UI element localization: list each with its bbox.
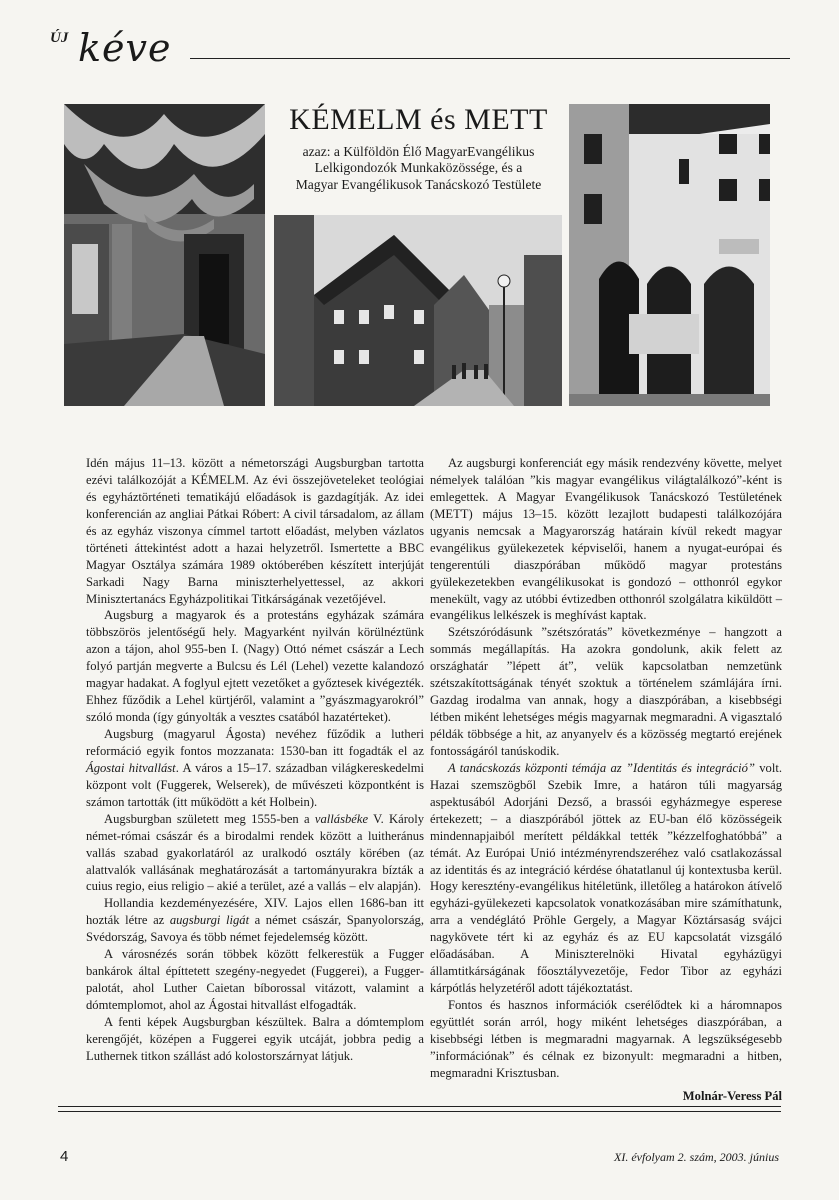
footer-rule: [58, 1106, 781, 1112]
article-column-left: [86, 455, 424, 1065]
subtitle-line: azaz: a Külföldön Élő MagyarEvangélikus: [302, 143, 535, 159]
article-column-right: [430, 455, 782, 1105]
paragraph: Idén május 11–13. között a németországi Augsburgban tartotta ezévi találkozóját a KÉMELM. Az évi összejöveteleket teológiai és egyháztörténeti tematikájú előadások is gazdagítják. Az idei konferencián az angliai Pátkai Róbert: A civil társadalom, az állam és az egyház viszonya címmel tartott előadást, melyben vázlatos történeti áttekintést adott a hazai helyzetről. Ismertette a BBC Magyar Osztálya számára 1989 októberében készített interjúját Sarkadi Nagy Barna miniszterhelyettessel, az akkori Minisztertanács Egyházpolitikai Titkárságának vezetőjével.: [86, 456, 424, 606]
paragraph: A városnézés során többek között felkerestük a Fugger bankárok által építtetett szegény-negyedet (Fuggerei), a Fugger-palotát, ahol Luther Caietan bíborossal vitázott, valamint a dómtemplomot, ahol az Ágostai hitvallást elfogadták.: [86, 947, 424, 1012]
subtitle-line: Magyar Evangélikusok Tanácskozó Testülete: [295, 177, 542, 193]
author-byline: Molnár-Veress Pál: [682, 1088, 782, 1103]
article-title: KÉMELM és METT: [289, 103, 548, 136]
issue-info: XI. évfolyam 2. szám, 2003. június: [614, 1150, 779, 1164]
subtitle-line: Lelkigondozók Munkaközössége, és a: [314, 160, 523, 176]
emphasis: augsburgi ligát: [169, 913, 250, 928]
page-number: 4: [60, 1148, 69, 1165]
emphasis: vallásbéke: [314, 811, 369, 826]
paragraph: Augsburg a magyarok és a protestáns egyházak számára többszörös jelentőségű hely. Magyarként nyilván körülnéztünk azon a tájon, ahol 955-ben I. (Nagy) Ottó német császár a Lech folyó partján megverte a Bulcsu és Lél (Lehel) vezette kalandozó magyar hadakat. A foglyul ejtett vezetőket a győztesek kivégezték. Ehhez fűződik a Lehel kürtjéről, valamint a ”gyászmagyarokról” szóló monda (így gúnyolták a vesztes csatából hazatérteket).: [86, 608, 424, 725]
paragraph: Fontos és hasznos információk cserélődtek ki a háromnapos együttlét során arról, hogy miként lehetséges diaszpórában, a kisebbségi létben is megmaradni magyarnak. A legszükségesebb ”információnak” és célnak ez bizonyult: megmaradni a hitben, megmaradni Krisztusban.: [430, 998, 782, 1080]
article-subtitle: [275, 144, 562, 195]
emphasis: Ágostai hitvallást: [86, 760, 176, 775]
photo-cloister: [64, 104, 265, 406]
photo-courtyard: [569, 104, 770, 406]
paragraph: [430, 760, 782, 997]
article-header: [275, 104, 562, 194]
paragraph: Az augsburgi konferenciát egy másik rendezvény követte, melyet némelyek találóan ”kis magyar evangélikus világtalálkozó”-ként is emlegettek. A Magyar Evangélikusok Tanácskozó Testületének (METT) május 13–15. között lezajlott budapesti találkozójára ugyanis nemcsak a Magyarország határain kívül rekedt magyar evangélikus gyülekezetek képviselői, hanem a nyugat-európai és tengerentúli diaszpórában működő magyar protestáns gyülekezetekben evangélikusokat is gondozó – otthonról egykor menekült, vagy az utóbbi évtizedben otthonról szolgálatra kiküldött – evangélikus lelkészek is meghívást kaptak.: [430, 456, 782, 623]
masthead: [50, 22, 790, 70]
text-run: Hollandia kezdeményezésére, XIV. Lajos ellen 1686-ban itt hozták létre az: [86, 896, 424, 928]
paragraph: [86, 895, 424, 946]
text-run: Augsburgban született meg 1555-ben a: [104, 811, 315, 826]
masthead-logo: kéve: [78, 26, 172, 70]
text-run: a német császár, Spanyolország, Svédország, Savoya és több német fejedelemség között.: [86, 913, 424, 945]
paragraph: A fenti képek Augsburgban készültek. Balra a dómtemplom kerengőjét, középen a Fuggerei egyik utcáját, jobbra pedig a Luthernek titkon szállást adó kolostorszárnyat látjuk.: [86, 1014, 424, 1063]
text-run: volt. Hazai szemszögből Szebik Imre, a határon túli magyarság aspektusából Adorjáni Dezső, a brassói egyházmegye esperese értekezett; – a diaszpórából jöttek az EU-ban élő közösségeik mindennapjaiból merített példákkal tették ”kézzelfoghatóbbá” a témát. Az Európai Unió intézményrendszeréhez való csatlakozással az identitás és az integráció kérdése óhatatlanul új kontextusba kerül. Hogy keresztény-evangélikus hitéletünk, illetőleg a határokon átívelő egyházi-gyülekezeti kapcsolatok vonatkozásában mire számíthatunk, arra a vendéglátó Pröhle Gergely, a Magyar Köztársaság svájci nagykövete tért ki az egyház és az EU kapcsolatát vizsgáló előadásában. A Miniszterelnöki Hivatal egyházügyi államtitkárságának főosztályvezetője, Fedor Tibor az egyházi kárpótlás helyzetéről adott tájékoztatást.: [430, 760, 782, 996]
paragraph: Szétszóródásunk ”szétszóratás” következménye – hangzott a sommás megállapítás. Ha azokra gondolunk, akik felett az országhatár ”lépett át”, velük kapcsolatban nemzetünk szétszakítottságának tényét szoktuk a történelem számlájára írni. Gazdag irodalma van annak, hogy a diaszpórában, a kisebbségi létben miként lehetséges mégis magyarnak megmaradni. A vigasztaló példák többsége a hit, az anyanyelv és a közösség megtartó erejének fontosságáról tanúskodik.: [430, 625, 782, 758]
text-run: . A város a 15–17. században világkereskedelmi központ volt (Fuggerek, Welserek), de művészeti központként is számon tartották (itt működött a két Holbein).: [86, 760, 424, 809]
masthead-rule: [190, 58, 790, 59]
photo-ivy-street: [274, 215, 562, 406]
paragraph: [86, 726, 424, 811]
text-run: Augsburg (magyarul Ágosta) nevéhez fűződik a lutheri reformáció egyik fontos mozzanata: 1530-ban itt fogadták el az: [86, 727, 424, 758]
emphasis: A tanácskozás központi témája az ”Identitás és integráció”: [448, 760, 755, 775]
paragraph: [86, 811, 424, 896]
text-run: V. Károly német-római császár és a birodalmi rendek között a luitheránus vallás szabad gyakorlatáról az uralkodó osztály körében (az alattvalók vallásának meghatározását a tartományurakra bízták a cuius regio, eius religio – akié a terület, azé a vallás – elv alapján).: [86, 811, 424, 894]
masthead-prefix: ÚJ: [50, 30, 69, 46]
